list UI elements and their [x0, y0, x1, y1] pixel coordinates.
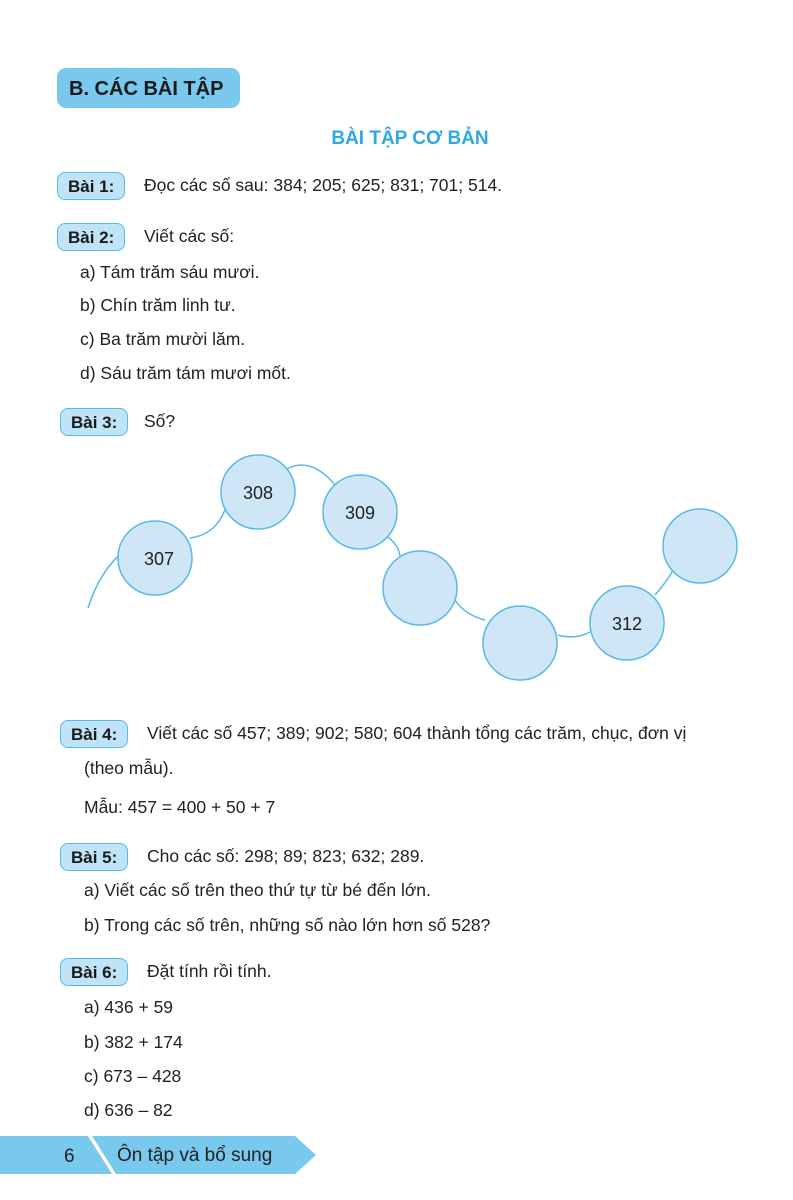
number-circle-blank: [663, 509, 737, 583]
exercise-item: c) 673 – 428: [84, 1066, 182, 1086]
exercise-item: b) Trong các số trên, những số nào lớn hơn số 528?: [84, 915, 491, 935]
chain-line: [655, 570, 673, 595]
circle-number: 309: [344, 503, 376, 523]
number-circle-blank: [483, 606, 557, 680]
exercise-text-6: Đặt tính rồi tính.: [147, 961, 272, 981]
page-number: 6: [64, 1146, 75, 1167]
exercise-label-5: Bài 5:: [60, 843, 128, 871]
exercise-text-1: Đọc các số sau: 384; 205; 625; 831; 701; 514.: [144, 175, 503, 195]
circle-number: 308: [242, 483, 274, 503]
exercise-item: b) 382 + 174: [84, 1032, 183, 1052]
chain-line: [385, 535, 400, 558]
exercise-text-2: Viết các số:: [144, 226, 235, 246]
chain-line: [190, 510, 225, 538]
exercise-label-1: Bài 1:: [57, 172, 125, 200]
circle-number: 312: [611, 614, 643, 634]
subtitle: BÀI TẬP CƠ BẢN: [331, 128, 489, 149]
number-chain-diagram: [0, 440, 793, 700]
exercise-item: d) Sáu trăm tám mươi mốt.: [80, 363, 291, 383]
chain-line: [558, 632, 590, 637]
exercise-item: a) Tám trăm sáu mươi.: [80, 262, 260, 282]
exercise-label-2: Bài 2:: [57, 223, 125, 251]
exercise-text-5: Cho các số: 298; 89; 823; 632; 289.: [147, 846, 425, 866]
exercise-item: d) 636 – 82: [84, 1100, 173, 1120]
exercise-item: c) Ba trăm mười lăm.: [80, 329, 246, 349]
exercise-label-4: Bài 4:: [60, 720, 128, 748]
chapter-title: Ôn tập và bổ sung: [117, 1145, 273, 1166]
number-circle-blank: [383, 551, 457, 625]
chain-line: [455, 600, 485, 620]
exercise-text-4: Viết các số 457; 389; 902; 580; 604 thành tổng các trăm, chục, đơn vị: [147, 723, 687, 743]
circle-number: 307: [143, 549, 175, 569]
exercise-label-6: Bài 6:: [60, 958, 128, 986]
section-title: B. CÁC BÀI TẬP: [57, 68, 240, 108]
exercise-item: b) Chín trăm linh tư.: [80, 295, 236, 315]
exercise-item: a) 436 + 59: [84, 997, 174, 1017]
exercise-label-3: Bài 3:: [60, 408, 128, 436]
exercise-item: a) Viết các số trên theo thứ tự từ bé đến lớn.: [84, 880, 431, 900]
exercise-text-3: Số?: [144, 411, 176, 431]
exercise-text-4-cont: (theo mẫu).: [84, 758, 174, 778]
exercise-example: Mẫu: 457 = 400 + 50 + 7: [84, 797, 276, 817]
